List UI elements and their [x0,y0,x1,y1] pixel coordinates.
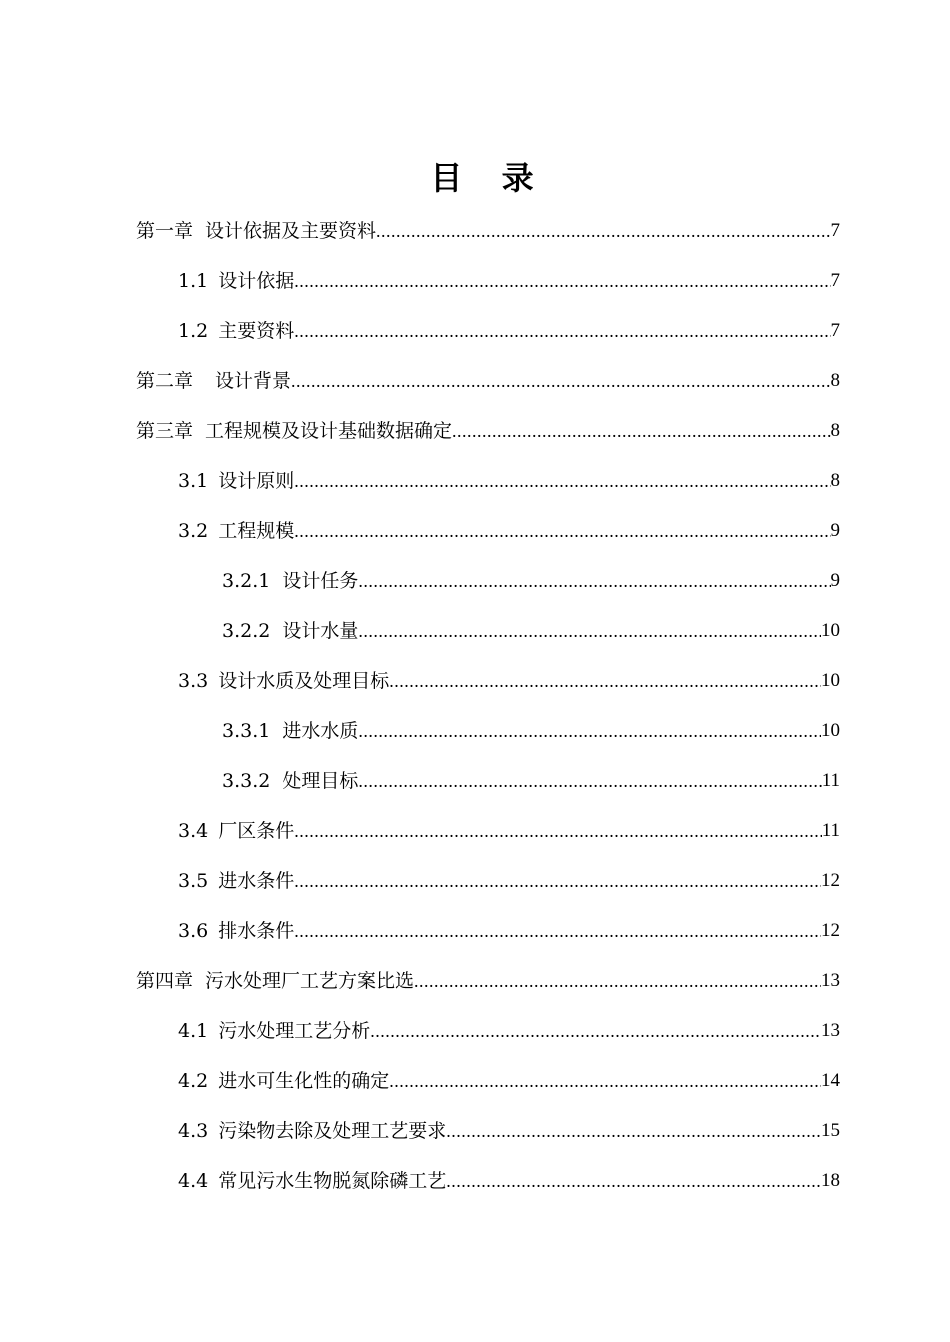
toc-entry-title: 污染物去除及处理工艺要求 [218,1120,447,1142]
toc-entry-number: 3.3.1 [222,720,271,742]
toc-entry[interactable] [136,406,840,456]
toc-entry-page: 10 [821,670,840,691]
toc-dot-leader [446,1156,821,1206]
toc-entry-number: 4.3 [178,1120,209,1142]
toc-entry-title: 工程规模及设计基础数据确定 [205,420,453,442]
toc-entry-page: 18 [821,1170,840,1191]
toc-title: 目 录 [430,159,548,197]
toc-entry-number: 3.2 [178,520,209,542]
toc-entry-title: 进水可生化性的确定 [218,1070,390,1092]
toc-entry[interactable] [178,306,840,356]
toc-entry[interactable] [178,1106,840,1156]
toc-entry-number: 4.4 [178,1170,209,1192]
toc-entry-title: 常见污水生物脱氮除磷工艺 [218,1170,447,1192]
toc-entry-title: 排水条件 [218,920,295,942]
toc-entry[interactable] [178,806,840,856]
toc-entry-page: 8 [830,420,840,441]
toc-entry[interactable] [136,956,840,1006]
toc-dot-leader [370,1006,821,1056]
toc-entry-page: 11 [821,770,840,791]
toc-entry[interactable] [178,856,840,906]
toc-entry-title: 污水处理厂工艺方案比选 [205,970,415,992]
toc-entry-title: 设计原则 [218,470,295,492]
toc-entry-page: 8 [830,370,840,391]
toc-entry-page: 12 [821,920,840,941]
toc-dot-leader [294,806,821,856]
toc-dot-leader [446,1106,821,1156]
toc-entry-title: 污水处理工艺分析 [218,1020,371,1042]
toc-entry-title: 设计依据 [218,270,295,292]
toc-entry-title: 工程规模 [218,520,295,542]
toc-entry-page: 8 [830,470,840,491]
toc-dot-leader [294,506,830,556]
toc-entry[interactable] [136,206,840,256]
toc-dot-leader [294,256,830,306]
toc-dot-leader [389,1056,821,1106]
toc-entry-number: 4.1 [178,1020,209,1042]
toc-entry-title: 设计水量 [282,620,359,642]
toc-entry-number: 1.2 [178,320,209,342]
toc-entry[interactable] [178,456,840,506]
toc-entry-page: 13 [821,1020,840,1041]
toc-entry[interactable] [222,706,840,756]
toc-entry[interactable] [178,1156,840,1206]
toc-entry-number: 第四章 [136,970,194,992]
toc-entry[interactable] [222,556,840,606]
toc-entry-number: 3.2.1 [222,570,271,592]
toc-entry-number: 3.3 [178,670,209,692]
toc-dot-leader [358,756,821,806]
toc-entry-number: 第一章 [136,220,194,242]
toc-entry[interactable] [178,656,840,706]
toc-entry-page: 9 [830,520,840,541]
toc-entry-page: 7 [830,270,840,291]
toc-entry[interactable] [178,506,840,556]
toc-entry-page: 12 [821,870,840,891]
toc-entry-title: 主要资料 [218,320,295,342]
toc-entry-number: 4.2 [178,1070,209,1092]
toc-entry-title: 设计依据及主要资料 [205,220,377,242]
toc-entry-title: 设计背景 [215,370,292,392]
toc-entry[interactable] [136,356,840,406]
toc-entry-page: 9 [830,570,840,591]
toc-entry[interactable] [222,606,840,656]
toc-entry-title: 处理目标 [282,770,359,792]
toc-dot-leader [452,406,830,456]
toc-entry-number: 1.1 [178,270,209,292]
toc-entry[interactable] [178,1056,840,1106]
toc-entry-title: 进水水质 [282,720,359,742]
toc-entry-page: 10 [821,620,840,641]
toc-entry[interactable] [178,906,840,956]
toc-entry-title: 设计任务 [282,570,359,592]
toc-entry-number: 3.1 [178,470,209,492]
toc-entry-title: 设计水质及处理目标 [218,670,390,692]
toc-entry-page: 14 [821,1070,840,1091]
toc-entry-number: 3.6 [178,920,209,942]
toc-entry-number: 第三章 [136,420,194,442]
toc-dot-leader [294,306,830,356]
toc-entry-number: 3.2.2 [222,620,271,642]
toc-entry-page: 15 [821,1120,840,1141]
toc-entry-number: 3.3.2 [222,770,271,792]
toc-entry-number: 第二章 [136,370,194,392]
toc-entry-page: 11 [821,820,840,841]
toc-dot-leader [358,706,821,756]
toc-entry-title: 厂区条件 [218,820,295,842]
toc-entry[interactable] [178,1006,840,1056]
toc-dot-leader [294,906,821,956]
toc-dot-leader [358,556,830,606]
toc-dot-leader [358,606,821,656]
toc-entry-page: 7 [830,320,840,341]
toc-dot-leader [291,356,830,406]
toc-dot-leader [376,206,830,256]
toc-dot-leader [414,956,821,1006]
toc-entry-page: 7 [830,220,840,241]
toc-entry-number: 3.5 [178,870,209,892]
toc-dot-leader [389,656,821,706]
toc-entry-number: 3.4 [178,820,209,842]
toc-entry-page: 10 [821,720,840,741]
toc-entry-title: 进水条件 [218,870,295,892]
toc-dot-leader [294,856,821,906]
toc-dot-leader [294,456,830,506]
toc-entry[interactable] [178,256,840,306]
toc-entry[interactable] [222,756,840,806]
toc-entry-page: 13 [821,970,840,991]
